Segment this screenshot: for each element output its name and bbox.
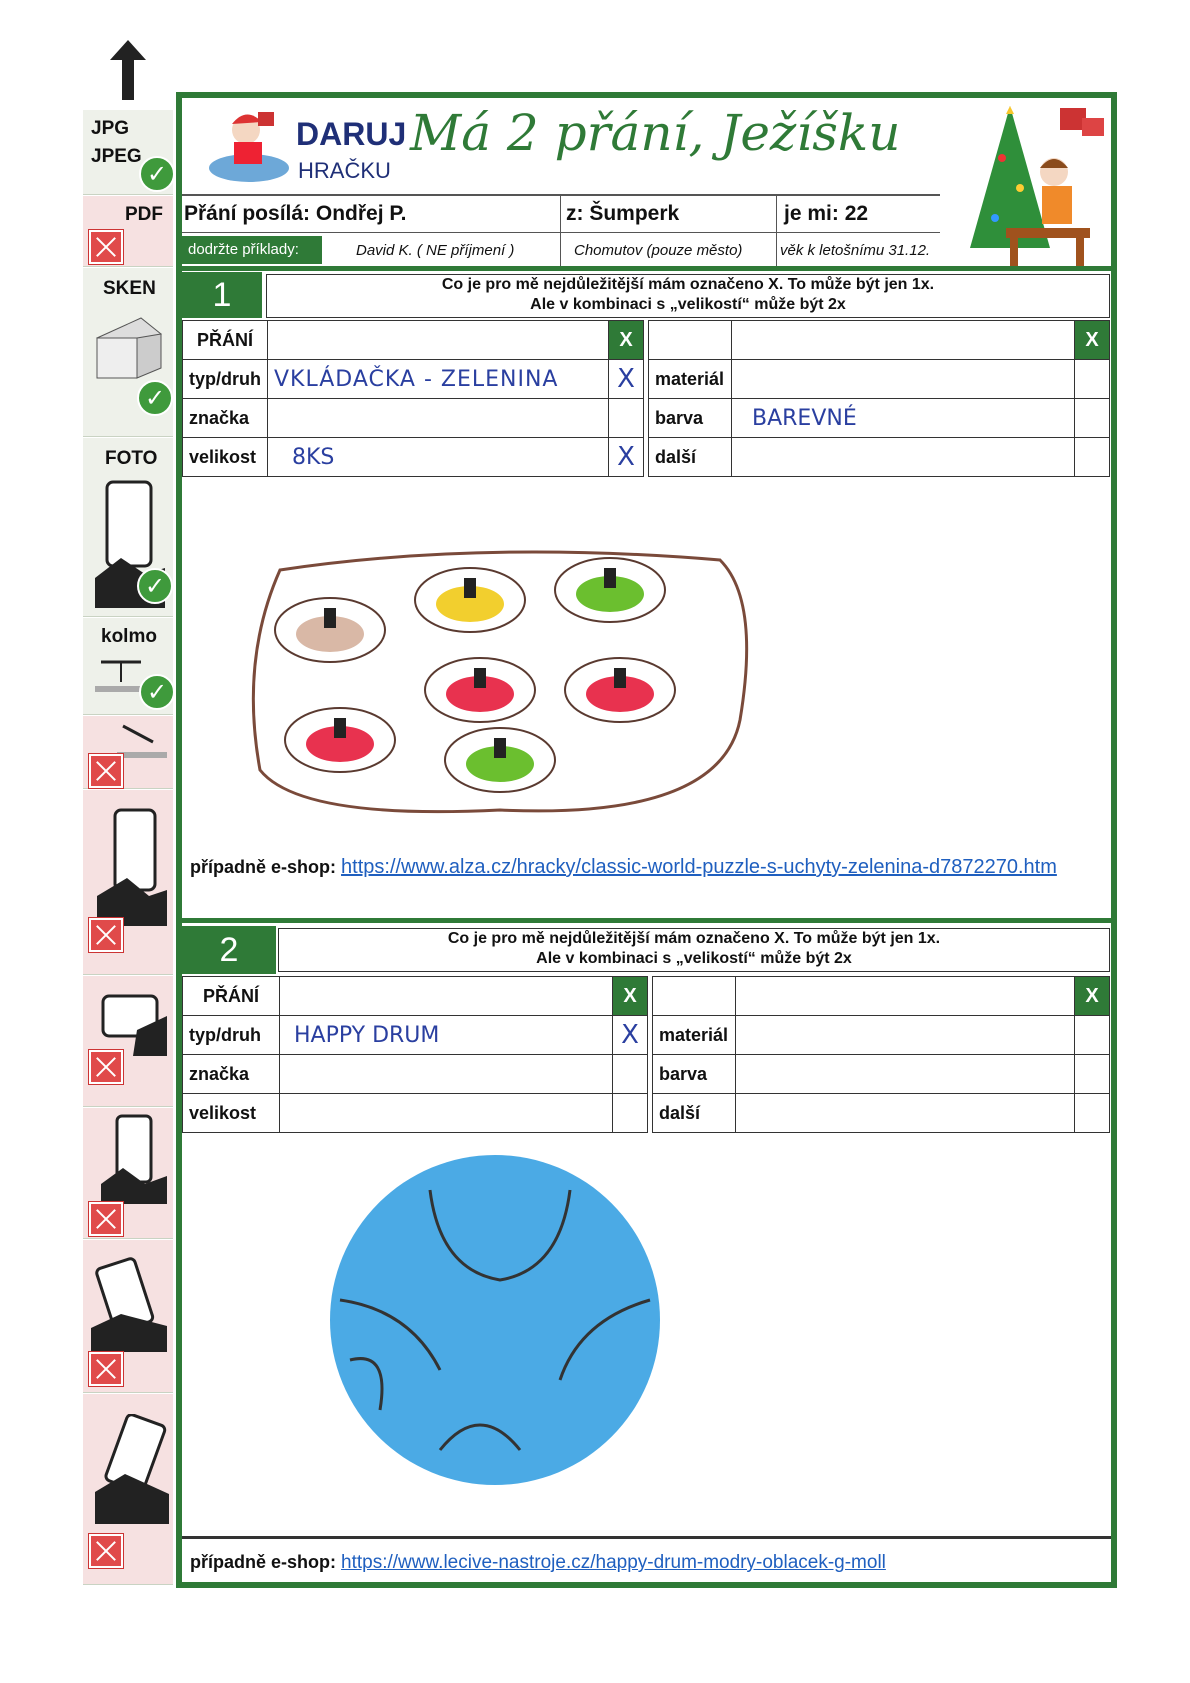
- wish-2-drawing: [320, 1150, 680, 1494]
- x-header: X: [609, 321, 644, 360]
- wish-1-right-table: [648, 320, 1110, 477]
- reject-icon: [89, 230, 123, 264]
- wish-note: [278, 928, 1110, 972]
- hint-label: dodržte příklady:: [182, 236, 322, 264]
- knob-handle: [494, 738, 506, 758]
- x-header: X: [1075, 321, 1110, 360]
- check-icon: ✓: [139, 156, 175, 192]
- format-scan-section: [83, 268, 173, 437]
- check-icon: ✓: [137, 568, 173, 604]
- hint-age: věk k letošnímu 31.12.: [780, 242, 931, 259]
- row-label: typ/druh: [183, 1016, 280, 1055]
- drum-body: [330, 1155, 660, 1485]
- velikost-value[interactable]: [280, 1094, 613, 1133]
- x-header: X: [1075, 977, 1110, 1016]
- check-icon: ✓: [137, 380, 173, 416]
- logo-line1: DARUJ: [296, 116, 407, 152]
- reject-icon: [89, 754, 123, 788]
- eshop-link[interactable]: https://www.lecive-nastroje.cz/happy-drum-modry-oblacek-g-moll: [341, 1552, 886, 1573]
- info-rule: [182, 194, 940, 196]
- knob-handle: [474, 668, 486, 688]
- divider: [776, 194, 777, 266]
- wish-value-right[interactable]: [736, 977, 1075, 1016]
- sender-field: [184, 202, 407, 226]
- barva-value[interactable]: BAREVNÉ: [732, 399, 1075, 438]
- eshop-line: [190, 856, 1057, 879]
- divider: [560, 194, 561, 266]
- row-label: PŘÁNÍ: [183, 977, 280, 1016]
- format-pdf-section: [83, 196, 173, 267]
- city-label: z:: [566, 202, 584, 225]
- up-arrow-icon: [110, 40, 146, 100]
- row-label: typ/druh: [183, 360, 268, 399]
- phone-hand-icon: [95, 1414, 169, 1528]
- dalsi-value[interactable]: [732, 438, 1075, 477]
- christmas-tree-illustration: [950, 98, 1110, 272]
- perpendicular-section: [83, 618, 173, 715]
- note-line1: Co je pro mě nejdůležitější mám označeno X. To může být jen 1x.: [447, 930, 941, 947]
- velikost-x[interactable]: [613, 1094, 648, 1133]
- wish-1-drawing: [240, 540, 760, 844]
- wish-2-right-table: [652, 976, 1110, 1133]
- row-label: materiál: [653, 1016, 736, 1055]
- eshop-link[interactable]: https://www.alza.cz/hracky/classic-world-puzzle-s-uchyty-zelenina-d7872270.htm: [341, 856, 1057, 878]
- material-value[interactable]: [736, 1016, 1075, 1055]
- page-title: Má 2 přání, Ježíšku: [410, 104, 901, 162]
- reject-icon: [89, 1050, 123, 1084]
- row-label: značka: [183, 399, 268, 438]
- velikost-x[interactable]: X: [609, 438, 644, 477]
- wish-number: 2: [182, 926, 276, 974]
- znacka-value[interactable]: [268, 399, 609, 438]
- reject-icon: [89, 1352, 123, 1386]
- hint-city: Chomutov (pouze město): [574, 242, 743, 259]
- row-label: PŘÁNÍ: [183, 321, 268, 360]
- angled-section: [83, 716, 173, 789]
- phone-hand-icon: [91, 1256, 167, 1356]
- wish-1-left-table: [182, 320, 644, 477]
- row-label: další: [653, 1094, 736, 1133]
- photo-bad-2-section: [83, 976, 173, 1107]
- eshop-line: [190, 1552, 886, 1574]
- santa-sack-icon: [204, 106, 294, 186]
- typ-value[interactable]: VKLÁDAČKA - ZELENINA: [268, 360, 609, 399]
- row-label: materiál: [649, 360, 732, 399]
- city-value: Šumperk: [589, 202, 680, 225]
- knob-handle: [614, 668, 626, 688]
- foto-label: FOTO: [105, 448, 158, 469]
- format-jpg-section: [83, 110, 173, 195]
- material-value[interactable]: [732, 360, 1075, 399]
- typ-x[interactable]: X: [609, 360, 644, 399]
- section-rule: [182, 1536, 1111, 1539]
- row-label: další: [649, 438, 732, 477]
- city-field: [566, 202, 679, 226]
- note-line2: Ale v kombinaci s „velikostí“ může být 2x: [536, 950, 852, 967]
- note-line2: Ale v kombinaci s „velikostí“ může být 2x: [530, 296, 846, 313]
- reject-icon: [89, 918, 123, 952]
- reject-icon: [89, 1202, 123, 1236]
- photo-bad-4-section: [83, 1240, 173, 1393]
- age-field: [784, 202, 868, 226]
- wish-value[interactable]: [280, 977, 613, 1016]
- wish-value-right[interactable]: [732, 321, 1075, 360]
- age-label: je mi:: [784, 202, 839, 225]
- znacka-x[interactable]: [609, 399, 644, 438]
- reject-icon: [89, 1534, 123, 1568]
- row-label: barva: [653, 1055, 736, 1094]
- sken-label: SKEN: [103, 278, 156, 299]
- photo-bad-5-section: [83, 1394, 173, 1585]
- knob-handle: [334, 718, 346, 738]
- wish-2-left-table: [182, 976, 648, 1133]
- format-photo-section: [83, 438, 173, 617]
- eshop-label: případně e-shop:: [190, 857, 337, 877]
- typ-value[interactable]: HAPPY DRUM: [280, 1016, 613, 1055]
- wish-note: [266, 274, 1110, 318]
- knob-handle: [324, 608, 336, 628]
- logo: [204, 106, 407, 192]
- velikost-value[interactable]: 8KS: [268, 438, 609, 477]
- x-header: X: [613, 977, 648, 1016]
- age-value: 22: [844, 202, 869, 225]
- znacka-x[interactable]: [613, 1055, 648, 1094]
- sender-value: Ondřej P.: [315, 202, 407, 225]
- phone-hand-icon: [93, 986, 167, 1060]
- knob-handle: [604, 568, 616, 588]
- jpeg-label: JPEG: [91, 146, 142, 167]
- pdf-label: PDF: [125, 204, 163, 225]
- logo-line2: HRAČKU: [298, 158, 391, 183]
- barva-value[interactable]: [736, 1055, 1075, 1094]
- row-label: velikost: [183, 1094, 280, 1133]
- row-label: značka: [183, 1055, 280, 1094]
- wish-value[interactable]: [268, 321, 609, 360]
- phone-hand-icon: [101, 1114, 167, 1208]
- kolmo-label: kolmo: [101, 626, 157, 647]
- info-rule: [182, 232, 940, 233]
- section-rule: [182, 266, 1111, 271]
- row-label: velikost: [183, 438, 268, 477]
- section-rule: [182, 918, 1111, 923]
- photo-bad-3-section: [83, 1108, 173, 1239]
- eshop-label: případně e-shop:: [190, 1552, 337, 1572]
- row-label: barva: [649, 399, 732, 438]
- znacka-value[interactable]: [280, 1055, 613, 1094]
- dalsi-value[interactable]: [736, 1094, 1075, 1133]
- typ-x[interactable]: X: [613, 1016, 648, 1055]
- phone-hand-icon: [97, 806, 167, 930]
- sender-label: Přání posílá:: [184, 202, 311, 225]
- jpg-label: JPG: [91, 118, 130, 139]
- photo-bad-1-section: [83, 790, 173, 975]
- check-icon: ✓: [139, 674, 175, 710]
- wish-number: 1: [182, 272, 262, 318]
- note-line1: Co je pro mě nejdůležitější mám označeno X. To může být jen 1x.: [441, 276, 935, 293]
- knob-handle: [464, 578, 476, 598]
- hint-name: David K. ( NE příjmení ): [356, 242, 515, 259]
